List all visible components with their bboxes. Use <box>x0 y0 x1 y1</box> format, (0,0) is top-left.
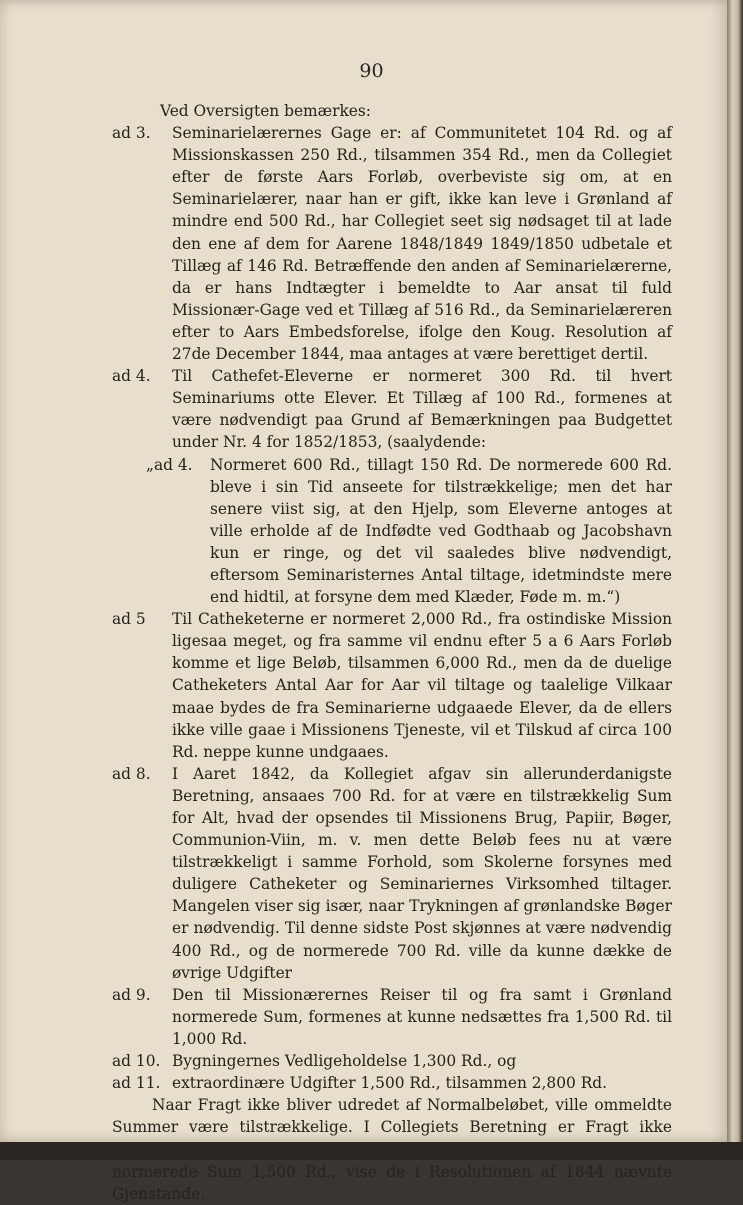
entry-ad-10 <box>112 1050 672 1072</box>
entry-label: „ad 4. <box>146 455 193 474</box>
entry-label: ad 11. <box>112 1074 161 1093</box>
entry-ad-9 <box>112 984 672 1050</box>
entry-text: Bygningernes Vedligeholdelse 1,300 Rd., og <box>172 1052 517 1071</box>
entry-label: ad 9. <box>112 985 151 1004</box>
entry-ad-4 <box>112 365 672 453</box>
entry-label: ad 3. <box>112 124 151 143</box>
entry-text: Til Catheketerne er normeret 2,000 Rd., fra ostindiske Mission ligesaa meget, og fra samme vil endnu efter 5 a 6 Aars Forløb komme et lige Beløb, tilsammen 6,000 Rd., men da de duelige Catheketers Antal Aar for Aar vil tiltage og taalelige Vilkaar maae bydes de fra Seminarierne udgaaede Elever, da de ellers ikke ville gaae i Missionens Tjeneste, vil et Tilskud af circa 100 Rd. neppe kunne undgaaes. <box>172 610 672 761</box>
quoted-entry-ad-4 <box>112 454 672 609</box>
intro-line: Ved Oversigten bemærkes: <box>160 102 371 120</box>
page-edge <box>727 0 743 1160</box>
entry-text: Den til Missionærernes Reiser til og fra samt i Grønland normerede Sum, formenes at kunne nedsættes fra 1,500 Rd. til 1,000 Rd. <box>172 985 672 1048</box>
entry-text: Normeret 600 Rd., tillagt 150 Rd. De normerede 600 Rd. bleve i sin Tid anseete for tilstrækkelige; men det har senere viist sig, at den Hjelp, som Eleverne antoges at ville erholde af de Indfødte ved Godthaab og Jacobshavn kun er ringe, og det vil saaledes blive nødvendigt, eftersom Seminaristernes Antal tiltage, idetmindste mere end hidtil, at forsyne dem med Klæder, Føde m. m.“) <box>210 455 672 607</box>
entry-label: ad 8. <box>112 764 151 783</box>
entry-ad-8 <box>112 763 672 984</box>
entry-label: ad 4. <box>112 367 151 386</box>
page-body <box>112 100 672 1205</box>
book-cover-strip <box>0 1142 743 1160</box>
entry-label: ad 5 <box>112 610 146 629</box>
page-number: 90 <box>359 60 384 82</box>
entry-ad-5 <box>112 608 672 763</box>
entry-text: Seminarielærernes Gage er: af Communitetet 104 Rd. og af Missionskassen 250 Rd., tilsammen 354 Rd., men da Collegiet efter de første Aars Forløb, overbeviste sig om, at en Seminarielærer, naar han er gift, ikke kan leve i Grønland af mindre end 500 Rd., har Collegiet seet sig nødsaget til at lade den ene af dem for Aarene 1848/1849 1849/1850 udbetale et Tillæg af 146 Rd. Betræffende den anden af Seminarielærerne, da er hans Indtægter i bemeldte to Aar ansat til fuld Missionær-Gage ved et Tillæg af 516 Rd., da Seminarielæreren efter to Aars Embedsforelse, ifolge den Koug. Resolution af 27de December 1844, maa antages at være berettiget dertil. <box>172 124 672 364</box>
entry-text: extraordinære Udgifter 1,500 Rd., tilsammen 2,800 Rd. <box>172 1074 608 1093</box>
entry-ad-11 <box>112 1072 672 1094</box>
entry-label: ad 10. <box>112 1052 161 1071</box>
entry-text: Til Cathefet-Eleverne er normeret 300 Rd. til hvert Seminariums otte Elever. Et Tillæg af 100 Rd., formenes at være nødvendigt paa Grund af Bemærkningen paa Budgettet under Nr. 4 for 1852/1853, (saalydende: <box>172 367 672 452</box>
closing-paragraph: Naar Fragt ikke bliver udredet af Normalbeløbet, ville ommeldte Summer være tilstrækkelige. I Collegiets Beretning er Fragt ikke normerede Sum 1,500 Rd., vise de i Resolutionen af 1844 nævnte Gjenstande. <box>112 1096 672 1203</box>
entry-text: I Aaret 1842, da Kollegiet afgav sin allerunderdanigste Beretning, ansaaes 700 Rd. for at være en tilstrækkelig Sum for Alt, hvad der opsendes til Missionens Brug, Papiir, Bøger, Communion-Viin, m. v. men dette Beløb fees nu at være tilstrækkeligt i samme Forhold, som Skolerne forsynes med duligere Catheketer og Seminariernes Virksomhed tiltager. Mangelen viser sig især, naar Trykningen af grønlandske Bøger er nødvendig. Til denne sidste Post skjønnes at være nødvendig 400 Rd., og de normerede 700 Rd. ville da kunne dække de øvrige Udgifter <box>172 764 672 982</box>
entry-ad-3 <box>112 122 672 365</box>
